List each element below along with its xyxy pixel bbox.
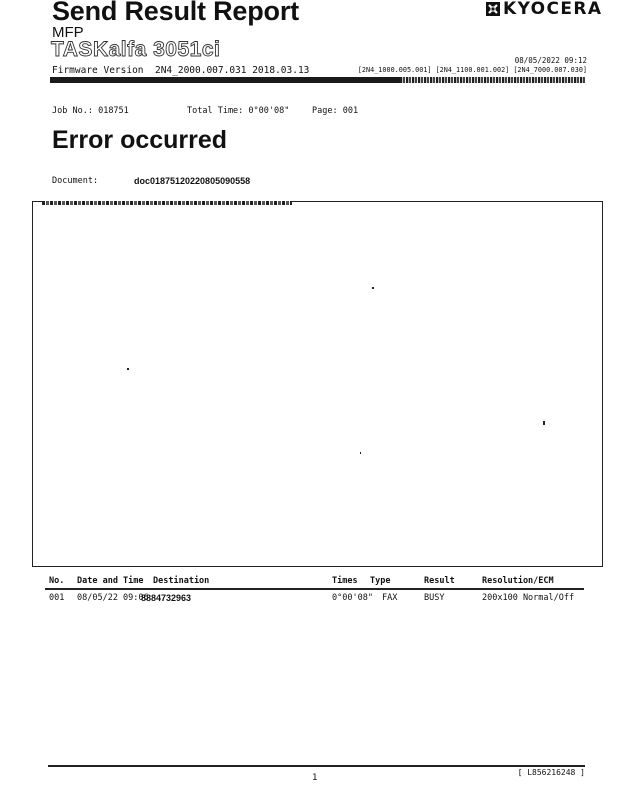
document-name: doc01875120220805090558 [134,176,251,186]
preview-speck [543,421,545,425]
firmware-label: Firmware Version [52,65,144,76]
error-status: Error occurred [52,126,228,154]
header-divider-fade [400,77,585,83]
page-value: 001 [342,106,359,116]
brand-name: KYOCERA [503,0,603,19]
preview-speck [127,368,129,370]
job-number-label: Job No.: [52,106,93,116]
brand-logo [486,0,602,19]
preview-header-strip [42,201,292,205]
model-name: TASKalfa 3051ci [51,38,221,61]
cell-destination: 8884732963 [141,593,192,603]
report-id: [ L856216248 ] [517,768,585,777]
cell-type: FAX [382,593,398,603]
cell-resolution: 200x100 Normal/Off [482,593,575,603]
page-count [312,106,358,116]
col-header-date-time: Date and Time [77,576,144,586]
job-number-value: 018751 [98,106,129,116]
col-header-result: Result [424,576,455,586]
cell-date-time: 08/05/22 09:06 [77,593,149,603]
firmware-version [52,65,309,76]
page-preview [32,201,603,567]
device-type: MFP [52,24,84,41]
col-header-no: No. [49,576,65,586]
col-header-destination: Destination [153,576,210,586]
col-header-resolution: Resolution/ECM [482,576,554,586]
total-time-value: 0°00'08" [248,106,290,116]
total-time [187,106,289,116]
module-versions: [2N4_1000.005.001] [2N4_1100.001.002] [2N4_7000.007.030] [357,66,587,74]
cell-times: 0°00'08" [332,593,373,603]
table-header-rule [45,588,584,590]
printed-datetime: 08/05/2022 09:12 [514,56,587,65]
preview-speck [360,452,361,454]
total-time-label: Total Time: [187,106,244,116]
kyocera-logo-icon [486,2,500,16]
page-label: Page: [312,106,338,116]
report-title: Send Result Report [52,0,299,26]
cell-result: BUSY [424,593,445,603]
col-header-type: Type [370,576,391,586]
job-number [52,106,129,116]
document-label: Document: [52,176,99,186]
page-number: 1 [312,773,318,783]
col-header-times: Times [332,576,358,586]
footer-rule [48,765,585,767]
firmware-value: 2N4_2000.007.031 2018.03.13 [154,65,310,76]
cell-no: 001 [49,593,65,603]
preview-speck [372,287,374,289]
